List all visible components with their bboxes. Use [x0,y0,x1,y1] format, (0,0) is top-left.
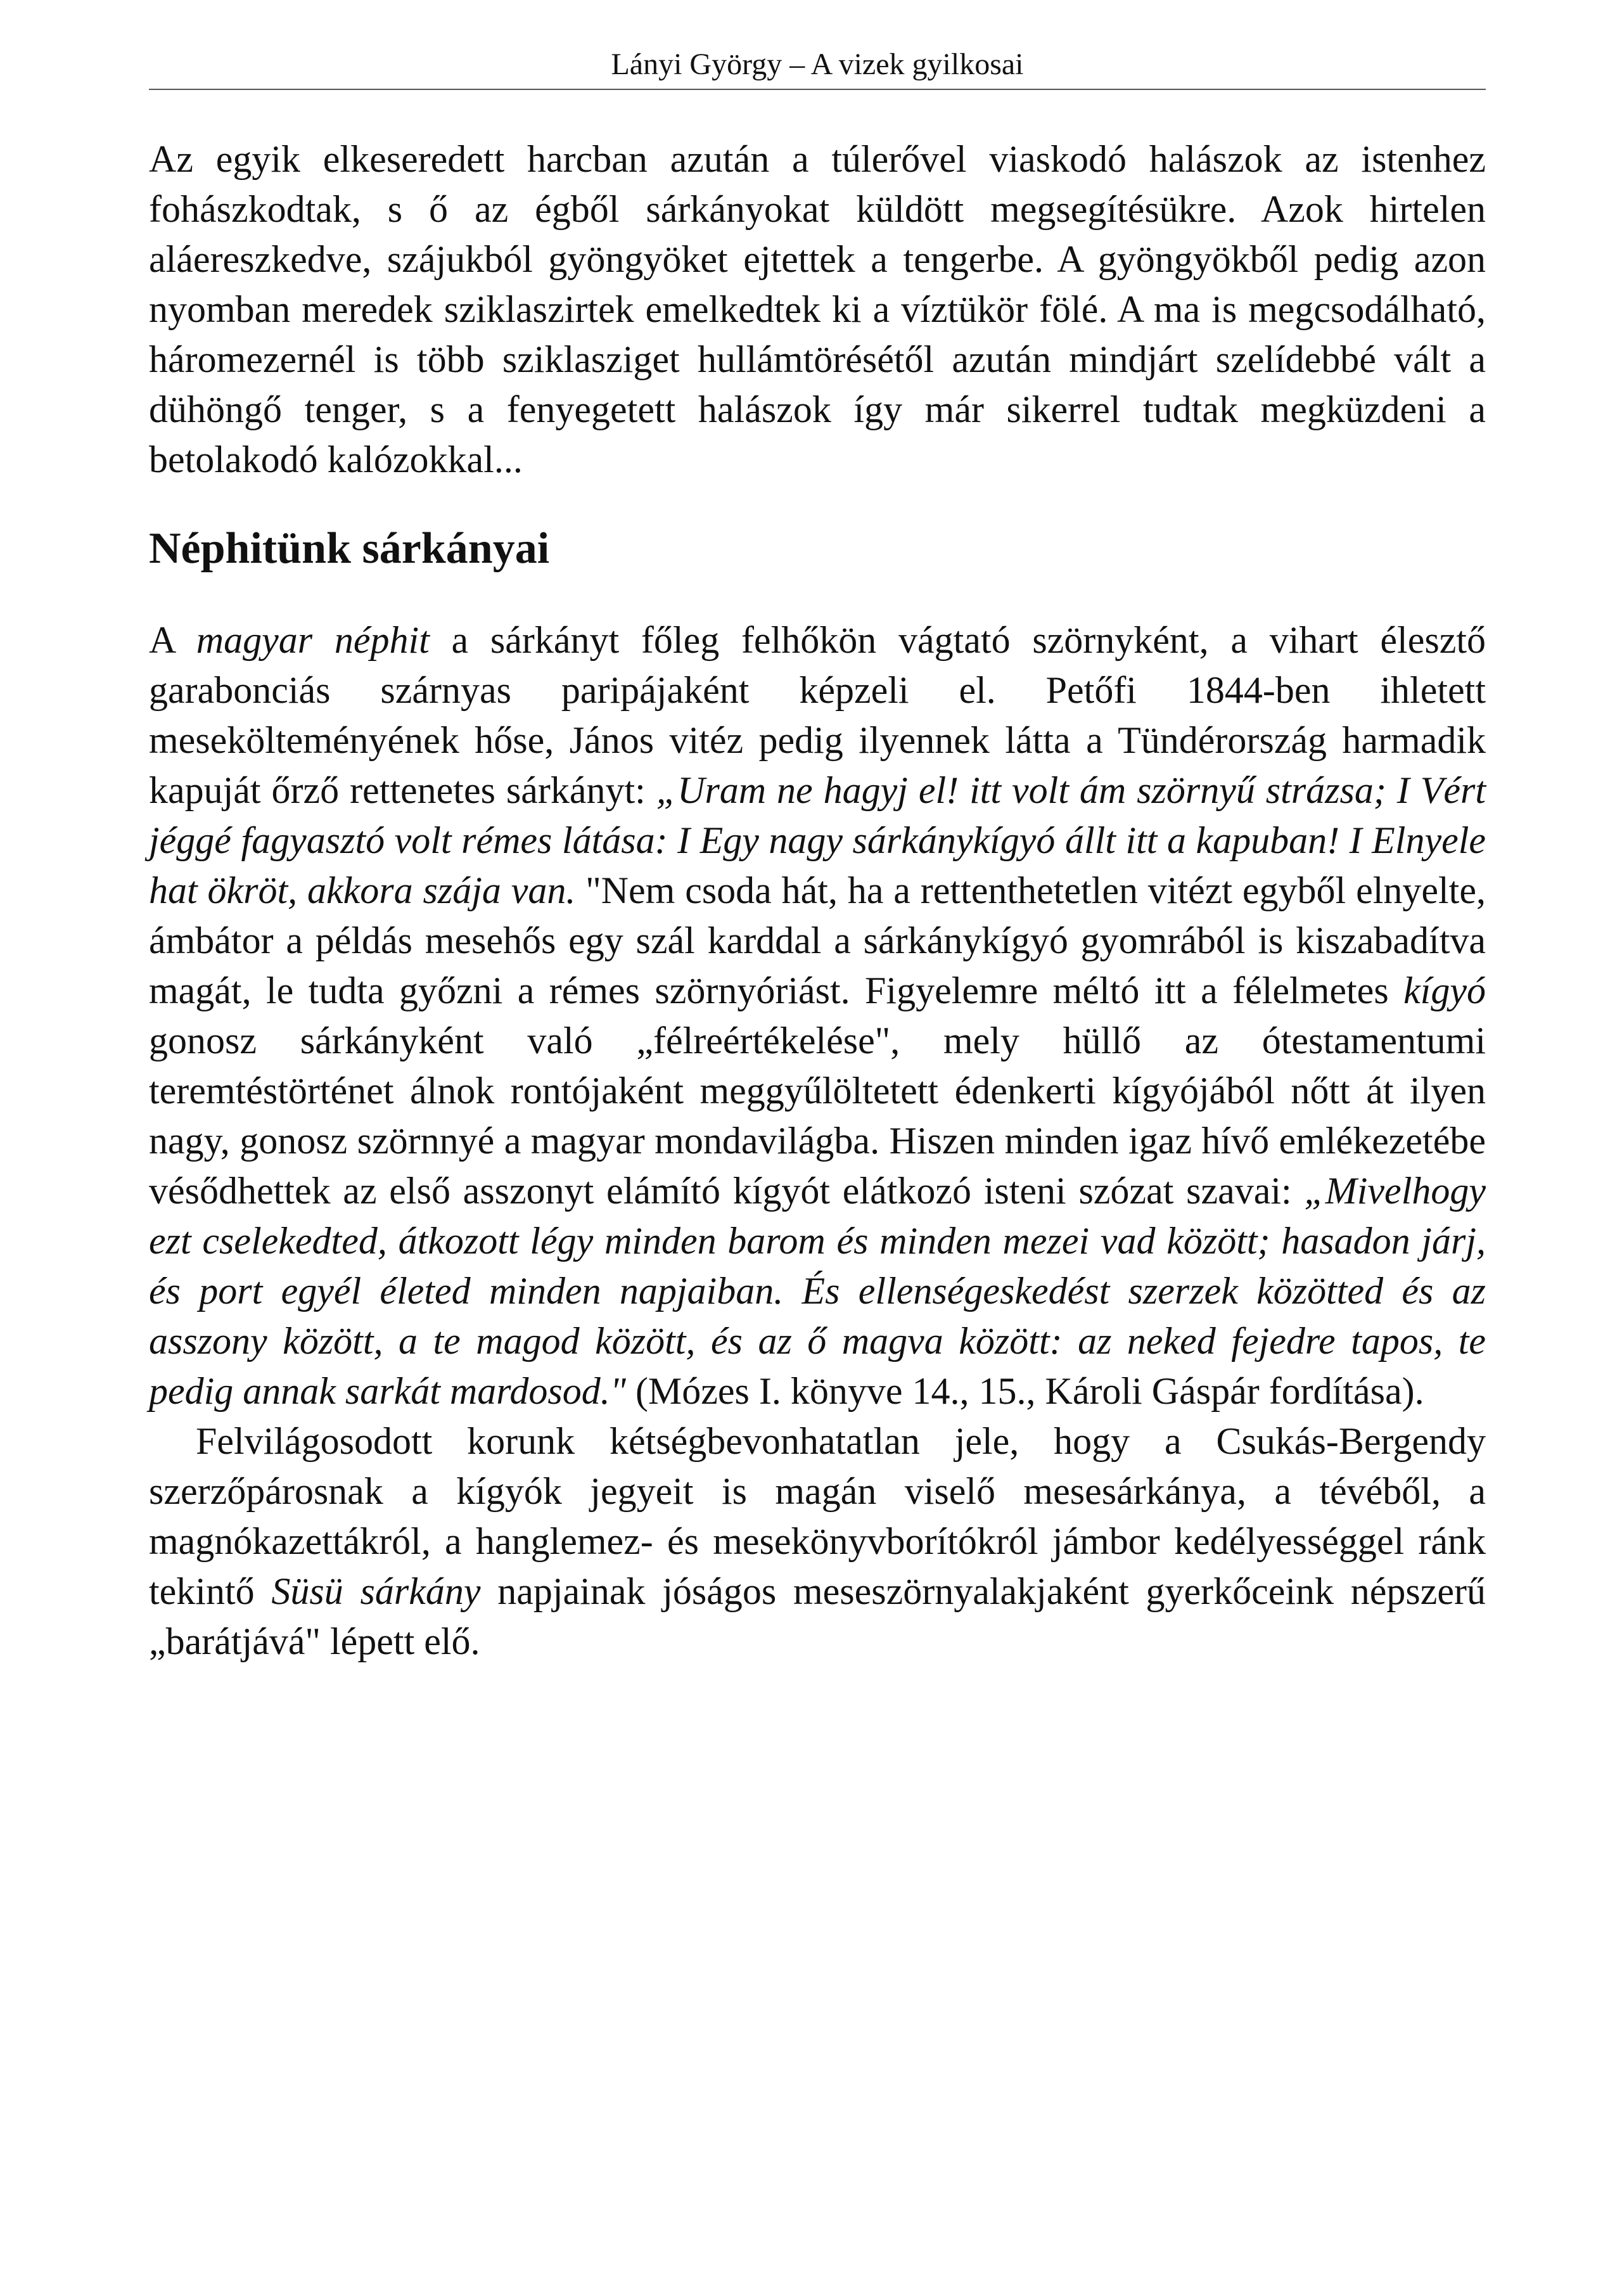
paragraph-intro: Az egyik elkeseredett harcban azután a túlerővel viaskodó halászok az istenhez fohászkodtak, s ő az égből sárkányokat küldött megsegítésükre. Azok hirtelen aláereszkedve, szájukból gyöngyöket ejtettek a tengerbe. A gyöngyökből pedig azon nyomban meredek sziklaszirtek emelkedtek ki a víztükör fölé. A ma is megcsodálható, háromezernél is több sziklasziget hullámtörésétől azután mindjárt szelídebbé vált a dühöngő tenger, s a fenyegetett halászok így már sikerrel tudtak megküzdeni a betolakodó kalózokkal... [149,138,1486,480]
document-page [149,44,1486,1667]
paragraph-folk-belief [149,615,1486,1416]
petofi-quote: „Uram ne hagyj el! itt volt ám szörnyű strázsa; I Vért jéggé fagyasztó volt rémes látása: I Egy nagy sárkánykígyó állt itt a kapuban! I Elnyele hat ökröt, akkora szája van. [149,769,1486,911]
italic-term: Süsü sárkány [271,1570,481,1612]
citation: (Mózes I. könyve 14., 15., Károli Gáspár fordítása). [625,1370,1424,1412]
section-heading: Néphitünk sárkányai [149,524,550,573]
text-run: napjainak jóságos meseszörnyalakjaként gyerkőceink népszerű „barátjává" lépett elő. [149,1570,1486,1662]
paragraph-susu [149,1416,1486,1667]
text-run: a sárkányt főleg felhőkön vágtató szörnyként, a vihart élesztő garabonciás szárnyas paripájaként képzeli el. Petőfi 1844-ben ihletett mesekölteményének hőse, János vitéz pedig ilyennek látta a Tündérország harmadik kapuját őrző rettenetes sárkányt: [149,619,1486,811]
text-run: gonosz sárkányként való „félreértékelése", mely hüllő az ótestamentumi teremtéstörténet álnok rontójaként meggyűlöltetett édenkerti kígyójából nőtt át ilyen nagy, gonosz szörnnyé a magyar mondavilágba. Hiszen minden igaz hívő emlékezetébe vésődhettek az első asszonyt elámító kígyót elátkozó isteni szózat szavai: [149,1020,1486,1212]
text-run: Felvilágosodott korunk kétségbevonhatatlan jele, hogy a Csukás-Bergendy szerzőpárosnak a kígyók jegyeit is magán viselő mesesárkánya, a tévéből, a magnókazettákról, a hanglemez- és mesekönyvborítókról jámbor kedélyességgel ránk tekintő [149,1420,1486,1612]
italic-term: magyar néphit [196,619,430,661]
bible-quote: „Mivelhogy ezt cselekedted, átkozott légy minden barom és minden mezei vad között; hasadon járj, és port egyél életed minden napjaiban. És ellenségeskedést szerzek közötted és az asszony között, a te magod között, és az ő magva között: az neked fejedre tapos, te pedig annak sarkát mardosod." [149,1170,1486,1412]
text-run: "Nem csoda hát, ha a rettenthetetlen vitézt egyből elnyelte, ámbátor a példás mesehős egy szál karddal a sárkánykígyó gyomrából is kiszabadítva magát, le tudta győzni a rémes szörnyóriást. Figyelemre méltó itt a félelmetes [149,869,1486,1011]
text-run: A [149,619,196,661]
running-header: Lányi György – A vizek gyilkosai [149,44,1486,90]
italic-term: kígyó [1403,970,1486,1011]
